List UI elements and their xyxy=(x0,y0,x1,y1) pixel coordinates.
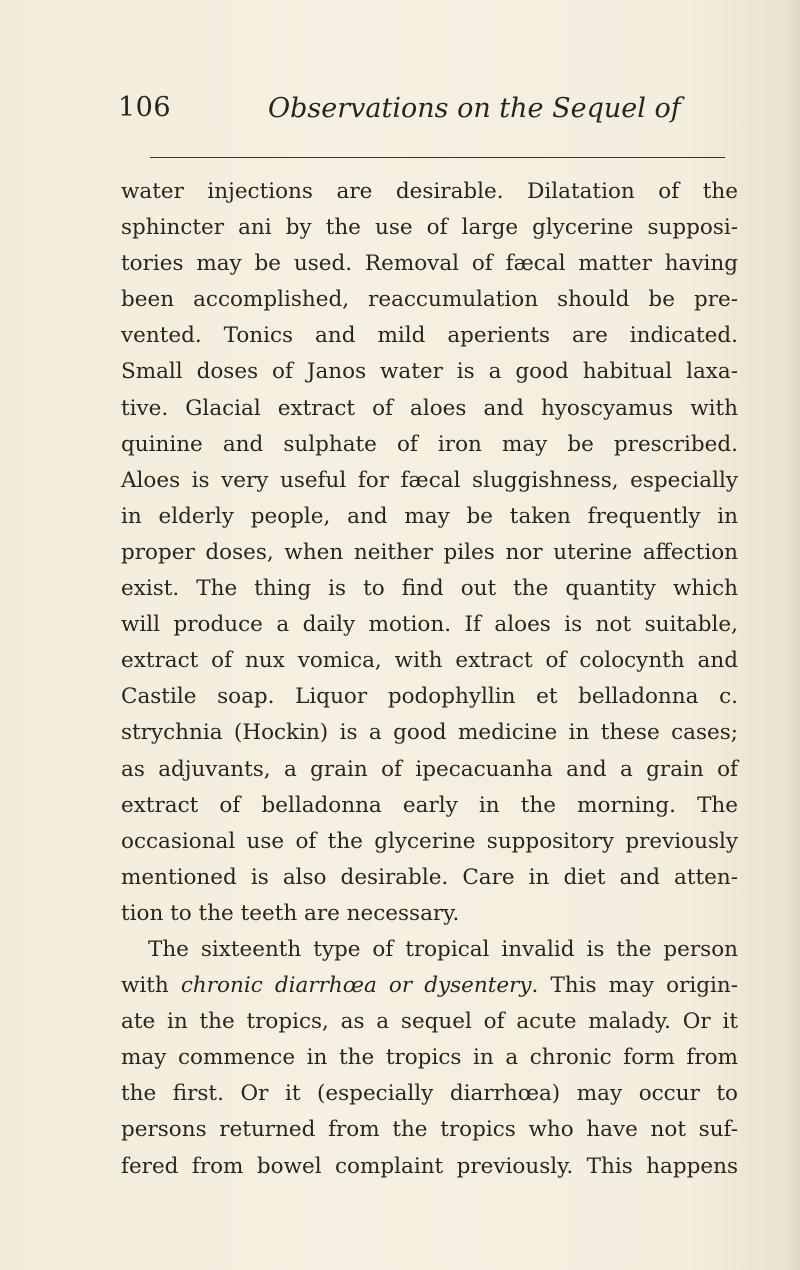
text-line: vented. Tonics and mild aperients are indicated. xyxy=(121,323,738,349)
text-line: occasional use of the glycerine suppository previously xyxy=(121,828,738,854)
text-line: exist. The thing is to find out the quantity which xyxy=(121,576,738,602)
text-line: tories may be used. Removal of fæcal matter having xyxy=(121,251,738,277)
text-segment: with xyxy=(121,973,181,999)
paragraph-end-line: tion to the teeth are necessary. xyxy=(121,900,460,926)
text-line-with-italic xyxy=(121,968,738,1004)
header-rule xyxy=(150,157,725,158)
text-line: quinine and sulphate of iron may be prescribed. xyxy=(121,431,738,457)
text-line: sphincter ani by the use of large glycerine supposi- xyxy=(121,215,738,241)
text-line: Aloes is very useful for fæcal sluggishness, especially xyxy=(121,467,738,493)
text-line: extract of belladonna early in the morning. The xyxy=(121,792,738,818)
text-line: water injections are desirable. Dilatation of the xyxy=(121,179,738,204)
text-line: as adjuvants, a grain of ipecacuanha and a grain of xyxy=(121,756,738,782)
page-header xyxy=(118,92,738,136)
text-line: the first. Or it (especially diarrhœa) may occur to xyxy=(121,1081,738,1107)
text-line: been accomplished, reaccumulation should be pre- xyxy=(121,287,738,313)
text-line: proper doses, when neither piles nor uterine affection xyxy=(121,539,738,565)
text-line: extract of nux vomica, with extract of colocynth and xyxy=(121,648,738,674)
page-number: 106 xyxy=(118,92,172,123)
text-line: mentioned is also desirable. Care in diet and atten- xyxy=(121,864,738,890)
text-line: persons returned from the tropics who have not suf- xyxy=(121,1117,738,1143)
text-line: Small doses of Janos water is a good habitual laxa- xyxy=(121,359,738,385)
italic-term: chronic diarrhœa or dysentery xyxy=(180,973,532,999)
page-edge-shadow xyxy=(786,0,800,1270)
text-line: may commence in the tropics in a chronic form from xyxy=(121,1045,738,1071)
text-line: will produce a daily motion. If aloes is not suitable, xyxy=(121,612,738,638)
text-line: fered from bowel complaint previously. This happens xyxy=(121,1153,738,1179)
paragraph-start-line: The sixteenth type of tropical invalid is the person xyxy=(148,936,738,962)
text-line: strychnia (Hockin) is a good medicine in these cases; xyxy=(121,720,738,746)
running-title: Observations on the Sequel of xyxy=(268,93,681,124)
text-line: tive. Glacial extract of aloes and hyoscyamus with xyxy=(121,395,738,421)
text-line: in elderly people, and may be taken frequently in xyxy=(121,503,738,529)
text-line: Castile soap. Liquor podophyllin et belladonna c. xyxy=(121,684,738,710)
body-text xyxy=(121,174,738,1185)
text-line: ate in the tropics, as a sequel of acute malady. Or it xyxy=(121,1009,738,1035)
text-segment: . This may origin- xyxy=(531,973,738,999)
